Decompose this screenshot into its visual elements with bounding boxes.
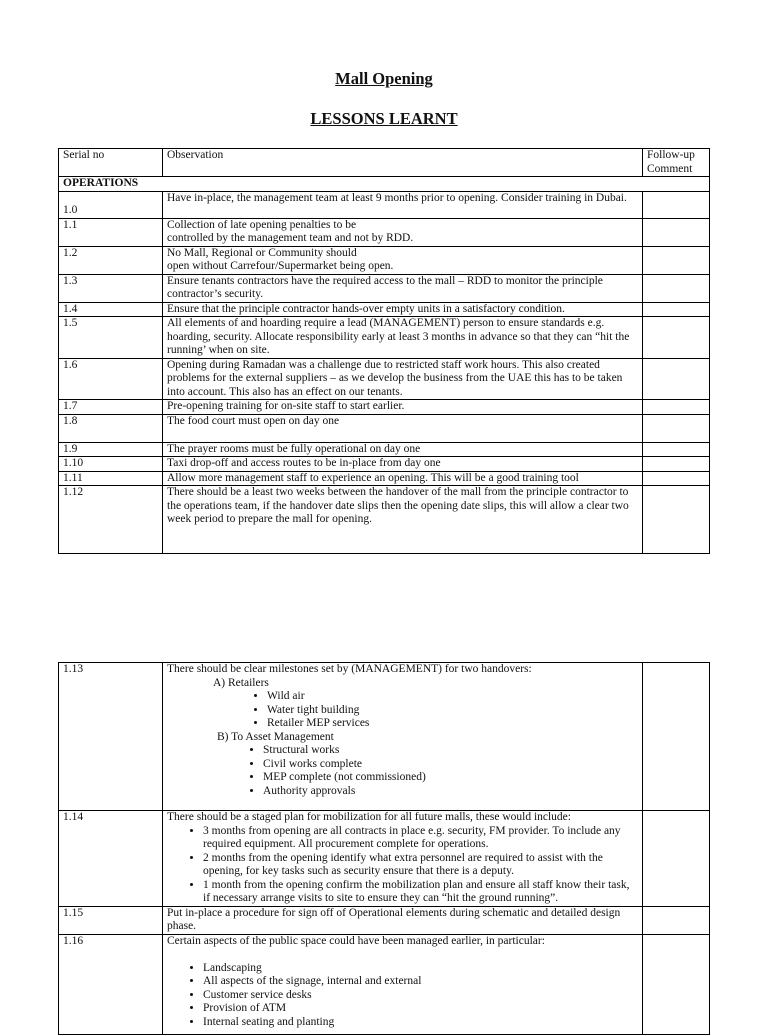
table-row [59,471,710,486]
public-space-list [167,962,638,1030]
row-serial: 1.5 [59,317,163,359]
list-item: • 1 month from the opening confirm the mobilization plan and ensure all staff know their task, if necessary arrange visits to site to ensure they can “hit the ground running”. [203,879,638,906]
table-row [59,442,710,457]
row-comment [643,442,710,457]
milestones-intro: There should be clear milestones set by (MANAGEMENT) for two handovers: [167,663,532,675]
row-comment [643,471,710,486]
row-comment [643,400,710,415]
row-serial: 1.8 [59,414,163,442]
table-row [59,906,710,934]
header-comment [643,149,710,177]
table-row [59,358,710,400]
table-row [59,811,710,907]
row-observation [163,663,643,811]
group-b-list [167,744,638,798]
mobilization-intro: There should be a staged plan for mobilization for all future malls, these would include: [167,811,571,823]
row-observation: There should be a least two weeks between the handover of the mall from the principle contractor to the operations team, if the handover date slips then the opening date slips, this will allow a clear two week period to prepare the mall for opening. [163,486,643,554]
row-serial: 1.15 [59,906,163,934]
list-item: • Internal seating and planting [203,1016,638,1030]
row-observation: Ensure tenants contractors have the required access to the mall – RDD to monitor the principle contractor’s security. [163,274,643,302]
list-item: • Authority approvals [263,785,638,799]
table-row [59,274,710,302]
row-serial: 1.14 [59,811,163,907]
list-item: • Provision of ATM [203,1002,638,1016]
list-item: • Retailer MEP services [267,717,638,731]
row-serial: 1.10 [59,457,163,472]
row-observation: Opening during Ramadan was a challenge due to restricted staff work hours. This also created problems for the external suppliers – as we develop the business from the UAE this has to be taken into account. This also has an effect on our tenants. [163,358,643,400]
group-a-list [167,690,638,731]
row-serial: 1.11 [59,471,163,486]
document-title: Mall Opening [335,69,433,88]
row-comment [643,486,710,554]
table-row [59,218,710,246]
table-row [59,400,710,415]
table-row [59,302,710,317]
row-observation: No Mall, Regional or Community should open without Carrefour/Supermarket being open. [163,246,643,274]
row-serial: 1.4 [59,302,163,317]
row-observation: Pre-opening training for on-site staff to start earlier. [163,400,643,415]
table-row [59,457,710,472]
row-comment [643,663,710,811]
document-subtitle: LESSONS LEARNT [310,109,458,128]
table-header-row [59,149,710,177]
list-item: • 2 months from the opening identify what extra personnel are required to assist with the opening, for key tasks such as security ensure that there is a deputy. [203,852,638,879]
row-serial: 1.9 [59,442,163,457]
list-item: • Landscaping [203,962,638,976]
row-serial: 1.0 [59,191,163,218]
row-comment [643,906,710,934]
row-comment [643,358,710,400]
table-row [59,486,710,554]
row-comment [643,302,710,317]
row-observation: Allow more management staff to experience an opening. This will be a good training tool [163,471,643,486]
row-comment [643,246,710,274]
row-observation [163,934,643,1034]
row-observation: Put in-place a procedure for sign off of Operational elements during schematic and detailed design phase. [163,906,643,934]
row-serial: 1.1 [59,218,163,246]
row-comment [643,218,710,246]
row-observation: Ensure that the principle contractor hands-over empty units in a satisfactory condition. [163,302,643,317]
row-comment [643,414,710,442]
table-row [59,934,710,1034]
list-item: • Civil works complete [263,758,638,772]
lessons-table [58,148,710,554]
group-a-heading: A) Retailers [213,676,269,689]
table-row [59,246,710,274]
table-row [59,317,710,359]
row-observation: All elements of and hoarding require a lead (MANAGEMENT) person to ensure standards e.g. hoarding, security. Allocate responsibility early at least 3 months in advance so that they can “hit the running’ when on site. [163,317,643,359]
row-observation: Have in-place, the management team at least 9 months prior to opening. Consider training in Dubai. [163,191,643,218]
row-serial: 1.13 [59,663,163,811]
section-label: OPERATIONS [59,177,710,192]
header-serial: Serial no [59,149,163,177]
table-row [59,191,710,218]
table-row [59,663,710,811]
group-b-heading: B) To Asset Management [217,730,334,743]
list-item: • Wild air [267,690,638,704]
header-comment-line2: Comment [647,162,693,175]
row-serial: 1.7 [59,400,163,415]
row-observation: The food court must open on day one [163,414,643,442]
row-serial: 1.3 [59,274,163,302]
header-comment-line1: Follow-up [647,149,695,161]
table-row [59,414,710,442]
row-comment [643,191,710,218]
row-serial: 1.16 [59,934,163,1034]
list-item: • MEP complete (not commissioned) [263,771,638,785]
list-item: • Water tight building [267,704,638,718]
row-comment [643,457,710,472]
row-observation [163,811,643,907]
row-comment [643,934,710,1034]
row-comment [643,274,710,302]
row-observation: The prayer rooms must be fully operational on day one [163,442,643,457]
row-serial: 1.12 [59,486,163,554]
row-observation: Taxi drop-off and access routes to be in-place from day one [163,457,643,472]
row-observation: Collection of late opening penalties to be controlled by the management team and not by RDD. [163,218,643,246]
header-observation: Observation [163,149,643,177]
mobilization-list [167,825,638,906]
list-item: • Customer service desks [203,989,638,1003]
row-serial: 1.2 [59,246,163,274]
list-item: • 3 months from opening are all contracts in place e.g. security, FM provider. To include any required equipment. All procurement complete for operations. [203,825,638,852]
list-item: • All aspects of the signage, internal and external [203,975,638,989]
row-serial: 1.6 [59,358,163,400]
section-row [59,177,710,192]
public-space-intro: Certain aspects of the public space could have been managed earlier, in particular: [167,934,545,947]
row-comment [643,811,710,907]
lessons-table-continued [58,662,710,1035]
row-comment [643,317,710,359]
list-item: • Structural works [263,744,638,758]
